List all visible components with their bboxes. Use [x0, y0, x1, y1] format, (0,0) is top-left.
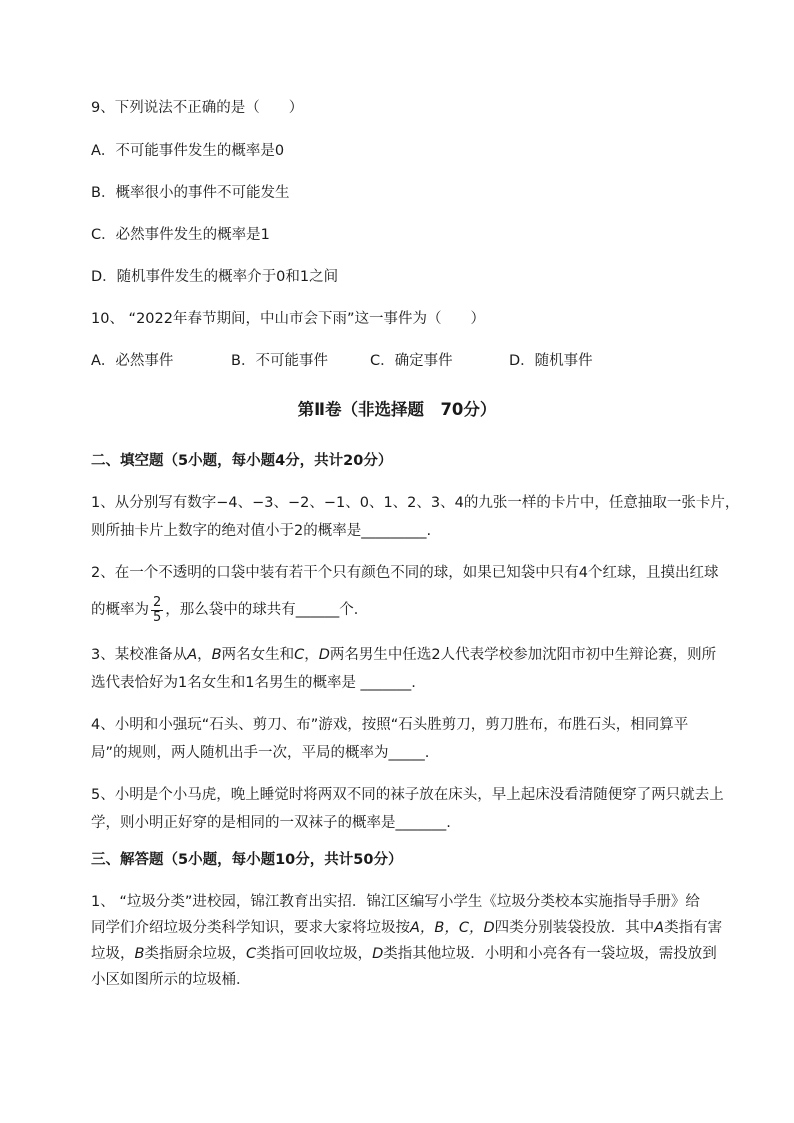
section-2-heading: 二、填空题（5小题，每小题4分，共计20分）: [91, 453, 393, 469]
variable-b: B: [211, 647, 222, 663]
fill-q3-text-a: 3、某校准备从: [91, 647, 188, 663]
fill-q5-line1: 5、小明是个小马虎，晚上睡觉时将两双不同的袜子放在床头，早上起床没看清随便穿了两只就去上: [91, 787, 724, 803]
answer-q1-line4: 小区如图所示的垃圾桶．: [91, 972, 251, 988]
fill-q3-text-b: 两名女生和: [221, 647, 295, 663]
answer-q1-text-f: 类指可回收垃圾，: [256, 946, 373, 962]
question-10-option-b: B．不可能事件: [231, 353, 328, 369]
question-9-option-d: D．随机事件发生的概率介于0和1之间: [91, 269, 339, 285]
variable-b: B: [134, 946, 145, 962]
fill-q4-line1: 4、小明和小强玩“石头、剪刀、布”游戏，按照“石头胜剪刀，剪刀胜布，布胜石头，相同算平: [91, 717, 689, 733]
section-3-heading: 三、解答题（5小题，每小题10分，共计50分）: [91, 852, 403, 868]
fill-q1-line2: 则所抽卡片上数字的绝对值小于2的概率是_________.: [91, 523, 432, 539]
fraction: [151, 596, 163, 625]
question-10-stem: 10、 “2022年春节期间，中山市会下雨”这一事件为（ ）: [91, 311, 485, 327]
fill-q4-line2: 局”的规则，两人随机出手一次，平局的概率为_____.: [91, 745, 430, 761]
variable-a: A: [654, 920, 665, 936]
question-9-option-b: B．概率很小的事件不可能发生: [91, 185, 290, 201]
question-9-stem: 9、下列说法不正确的是（ ）: [91, 100, 304, 116]
fill-q3-text-c: 两名男生中任选2人代表学校参加沈阳市初中生辩论赛，则所: [329, 647, 717, 663]
variable-d: D: [318, 647, 330, 663]
answer-q1-line2: [91, 918, 722, 938]
variable-d: D: [372, 946, 384, 962]
question-9-option-c: C．必然事件发生的概率是1: [91, 227, 270, 243]
fill-q3-line1: [91, 645, 716, 665]
separator: ，: [304, 647, 319, 663]
answer-q1-text-b: 四类分别装袋投放．其中: [494, 920, 655, 936]
separator: ，: [197, 647, 212, 663]
fill-q2-line1: 2、在一个不透明的口袋中装有若干个只有颜色不同的球，如果已知袋中只有4个红球，且摸出红球: [91, 565, 719, 581]
answer-q1-text-c: 类指有害: [664, 920, 723, 936]
answer-q1-text-a: 同学们介绍垃圾分类科学知识，要求大家将垃圾按: [91, 920, 410, 936]
fill-q5-line2: 学，则小明正好穿的是相同的一双袜子的概率是_______.: [91, 815, 451, 831]
fraction-numerator: 2: [153, 594, 162, 610]
variable-c: C: [294, 647, 305, 663]
fill-q3-line2: 选代表恰好为1名女生和1名男生的概率是 _______.: [91, 675, 416, 691]
fill-q2-line2: [91, 593, 368, 627]
category-letters: A，B，C，D: [410, 920, 495, 936]
answer-q1-text-g: 类指其他垃圾．小明和小亮各有一袋垃圾，需投放到: [383, 946, 717, 962]
variable-a: A: [187, 647, 198, 663]
fraction-denominator: 5: [153, 609, 162, 625]
answer-q1-text-d: 垃圾，: [91, 946, 135, 962]
part-2-title: 第Ⅱ卷（非选择题 70分）: [297, 400, 497, 419]
answer-q1-line3: [91, 944, 717, 964]
answer-q1-line1: 1、 “垃圾分类”进校园，锦江教育出实招．锦江区编写小学生《垃圾分类校本实施指导手册》给: [91, 894, 700, 910]
question-10-option-a: A．必然事件: [91, 353, 174, 369]
fill-q2-text-post: ，那么袋中的球共有______个．: [165, 602, 369, 618]
question-10-option-d: D．随机事件: [509, 353, 593, 369]
question-9-option-a: A．不可能事件发生的概率是0: [91, 143, 285, 159]
variable-c: C: [245, 946, 257, 962]
question-10-option-c: C．确定事件: [370, 353, 453, 369]
answer-q1-text-e: 类指厨余垃圾，: [144, 946, 246, 962]
fill-q1-line1: 1、从分别写有数字−4、−3、−2、−1、0、1、2、3、4的九张一样的卡片中，任意抽取一张卡片，: [91, 495, 740, 511]
fill-q2-text-pre: 的概率为: [91, 602, 149, 618]
